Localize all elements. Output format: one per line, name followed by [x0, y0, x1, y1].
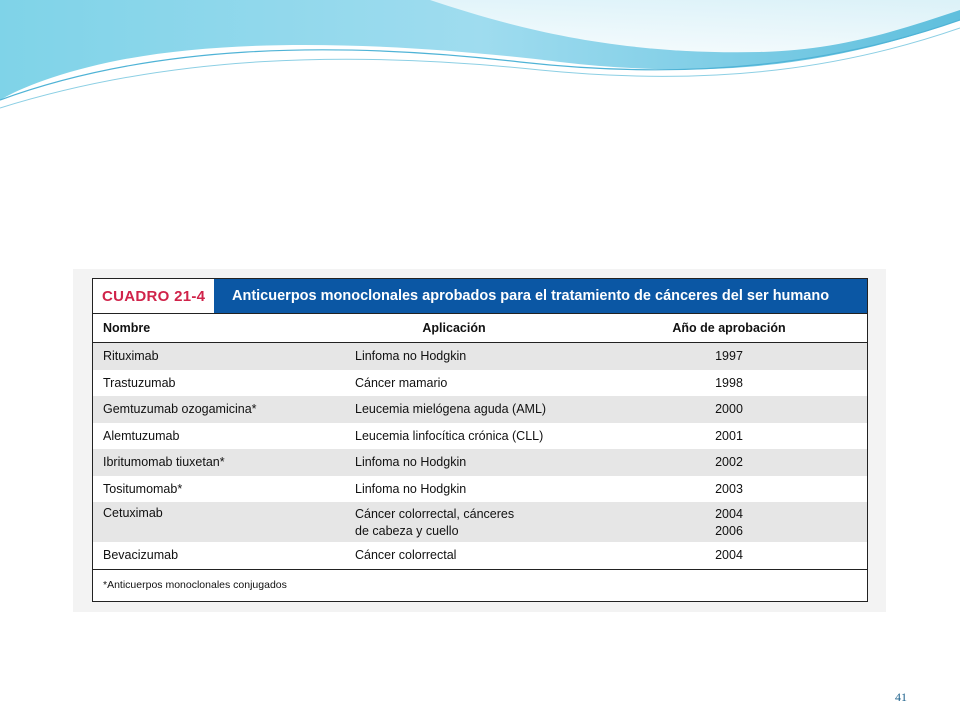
cell-application-line: de cabeza y cuello: [355, 524, 459, 538]
cell-application: Linfoma no Hodgkin: [355, 455, 467, 469]
cell-application: [345, 506, 643, 540]
antibody-table: [92, 278, 868, 602]
cell-name: Rituximab: [103, 349, 159, 363]
cell-application: Cáncer colorrectal: [355, 548, 457, 562]
cell-application: Linfoma no Hodgkin: [355, 481, 467, 496]
cell-year: 1997: [715, 349, 743, 363]
cell-name: Cetuximab: [103, 506, 163, 520]
table-title: Anticuerpos monoclonales aprobados para el tratamiento de cánceres del ser humano: [232, 288, 830, 304]
table-row: [93, 343, 867, 370]
table-row: [93, 449, 867, 476]
column-header-name: Nombre: [103, 321, 151, 335]
cell-name: Trastuzumab: [103, 375, 176, 390]
cell-year: 2000: [715, 402, 743, 416]
cell-name: Bevacizumab: [103, 548, 179, 562]
table-row: [93, 396, 867, 423]
table-row: [93, 476, 867, 503]
column-header-application: Aplicación: [422, 321, 486, 335]
cell-application: Cáncer mamario: [355, 375, 448, 390]
table-row: [93, 423, 867, 450]
column-headers: [93, 314, 867, 343]
cell-name: Gemtuzumab ozogamicina*: [103, 402, 257, 416]
cell-year-line: 2004: [715, 507, 743, 521]
cell-application-line: Cáncer colorrectal, cánceres: [355, 507, 515, 521]
cell-name: Tositumomab*: [103, 481, 183, 496]
cell-name: Alemtuzumab: [103, 428, 180, 443]
decorative-wave-header: [0, 0, 960, 120]
cell-year: 2001: [715, 428, 743, 443]
table-footnote: *Anticuerpos monoclonales conjugados: [93, 569, 867, 601]
cell-year: 2003: [715, 481, 743, 496]
cell-year: [643, 506, 867, 540]
cell-application: Leucemia mielógena aguda (AML): [355, 402, 547, 416]
column-header-year: Año de aprobación: [672, 321, 786, 335]
table-row: [93, 542, 867, 569]
table-header-bar: [93, 279, 867, 314]
cell-year-line: 2006: [715, 524, 743, 538]
cell-application: Leucemia linfocítica crónica (CLL): [355, 428, 544, 443]
table-row: [93, 370, 867, 397]
cell-year: 2004: [715, 548, 743, 562]
cell-application: Linfoma no Hodgkin: [355, 349, 467, 363]
table-row: [93, 502, 867, 542]
cell-year: 2002: [715, 455, 743, 469]
table-label: CUADRO 21-4: [93, 279, 215, 313]
cell-name: Ibritumomab tiuxetan*: [103, 455, 225, 469]
cell-year: 1998: [715, 375, 743, 390]
page-number: 41: [895, 690, 907, 704]
